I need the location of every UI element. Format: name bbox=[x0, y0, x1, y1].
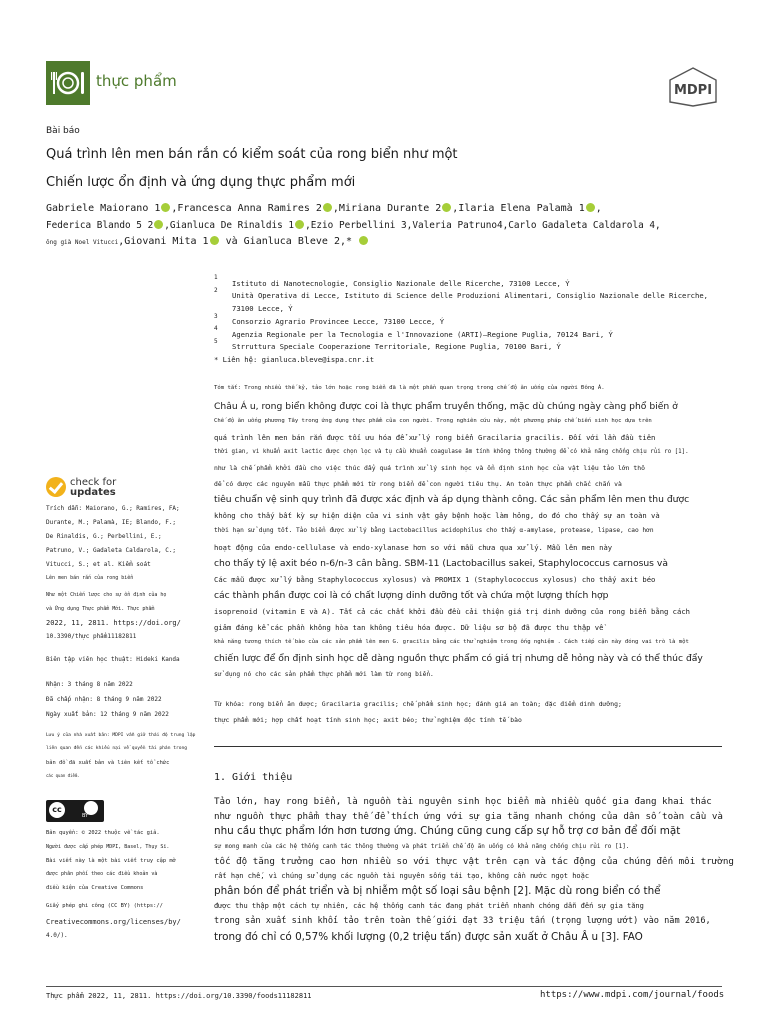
author[interactable]: ,Ezio Perbellini 3,Valeria Patruno bbox=[305, 220, 497, 231]
abstract-line: Châu Á u, rong biển không được coi là thực phẩm truyền thống, mặc dù chúng ngày càng phổ biến ở bbox=[214, 401, 678, 412]
abstract-line: Các mẫu được xử lý bằng Staphylococcus xylosus) và PROMIX 1 (Staphylococcus xylosus) cho thấy axit béo bbox=[214, 575, 656, 584]
abstract-line: chiến lược để ổn định sinh học dễ dàng nguồn thực phẩm có giá trị nhưng dễ hỏng này và có thể thúc đẩy bbox=[214, 653, 703, 664]
citation-line: Durante, M.; Palamà, IE; Blando, F.; bbox=[46, 519, 177, 526]
check-updates-label-bold: updates bbox=[70, 487, 116, 498]
citation-doi[interactable]: 2022, 11, 2811. https://doi.org/ bbox=[46, 619, 181, 627]
affiliation-number: 5 bbox=[214, 338, 218, 345]
footer-citation[interactable]: Thực phẩm 2022, 11, 2811. https://doi.org/10.3390/foods11182811 bbox=[46, 992, 312, 1000]
author[interactable]: Federica Blando 5 2 bbox=[46, 220, 154, 231]
abstract-line: thời gian, vi khuẩn axit lactic được chọn lọc và tụ cầu khuẩn coagulase âm tính không thông thường để có khả năng chống chịu rủi ro [1]. bbox=[214, 449, 689, 455]
accepted-date: Đã chấp nhận: 8 tháng 9 năm 2022 bbox=[46, 696, 162, 703]
body-line: tốc độ tăng trưởng cao hơn nhiều so với thực vật trên cạn và tác động của chúng đến môi trường bbox=[214, 856, 734, 867]
author-line-3 bbox=[46, 236, 369, 247]
publisher-name: MDPI bbox=[673, 83, 713, 98]
author[interactable]: ,Francesca Anna Ramires 2 bbox=[171, 203, 322, 214]
received-date: Nhận: 3 tháng 8 năm 2022 bbox=[46, 681, 133, 688]
copyright-line: Bản quyền: © 2022 thuộc về tác giả. bbox=[46, 830, 160, 836]
author[interactable]: Gabriele Maiorano 1 bbox=[46, 203, 161, 214]
copyright-line: điều kiện của Creative Commons bbox=[46, 885, 144, 891]
affiliation: Strruttura Speciale Cooperazione Territoriale, Regione Puglia, 70100 Bari, Ý bbox=[232, 342, 561, 351]
abstract-line: không cho thấy bất kỳ sự hiện diện của vi sinh vật gây bệnh hoặc làm hỏng, do đó cho thấy sự an toàn và bbox=[214, 511, 660, 520]
abstract-line: hoạt động của endo-cellulase và endo-xylanase hơn so với mẫu chưa qua xử lý. Mẫu lên men này bbox=[214, 543, 613, 552]
orcid-icon[interactable] bbox=[210, 236, 219, 245]
affiliation: Unità Operativa di Lecce, Istituto di Science delle Produzioni Alimentari, Consiglio Nazionale delle Ricerche, bbox=[232, 291, 708, 300]
abstract-line: như là chế phẩm khởi đầu cho việc thúc đẩy quá trình xử lý sinh học và ổn định sinh học của vật liệu tảo lớn thô bbox=[214, 464, 645, 472]
copyright-line: được phân phối theo các điều khoản và bbox=[46, 871, 158, 877]
orcid-icon[interactable] bbox=[586, 203, 595, 212]
correspondence[interactable]: * Liên hệ: gianluca.bleve@ispa.cnr.it bbox=[214, 355, 375, 364]
keywords-line: thực phẩm mới; hợp chất hoạt tính sinh học; axit béo; thử nghiệm độc tính tế bào bbox=[214, 716, 522, 724]
author-line-2 bbox=[46, 220, 661, 231]
journal-url-link[interactable]: https://www.mdpi.com/journal/foods bbox=[540, 990, 725, 1000]
check-for-updates-button[interactable] bbox=[46, 477, 156, 499]
copyright-line: Người được cấp phép MDPI, Basel, Thụy Sĩ. bbox=[46, 844, 170, 850]
keywords-line: Từ khóa: rong biển ăn được; Gracilaria gracilis; chế phẩm sinh học; đánh giá an toàn; đặc điểm dinh dưỡng; bbox=[214, 700, 622, 708]
publisher-note: bản đồ đã xuất bản và liên kết tổ chức bbox=[46, 760, 170, 766]
citation-doi[interactable]: 10.3390/thực phẩm11182811 bbox=[46, 633, 137, 640]
citation-line: Patruno, V.; Gadaleta Caldarola, C.; bbox=[46, 547, 177, 554]
plate-cutlery-icon bbox=[46, 61, 90, 105]
body-line: được thu thập một cách tự nhiên, các hệ thống canh tác đang phát triển nhanh chóng dẫn đến sự gia tăng bbox=[214, 902, 644, 910]
cc-by-license-badge[interactable] bbox=[46, 800, 104, 822]
affiliation-number: 4 bbox=[214, 325, 218, 332]
abstract-line: Tóm tắt: Trong nhiều thế kỷ, tảo lớn hoặc rong biển đã là một phần quan trọng trong chế độ ăn uống của người Đông Á. bbox=[214, 385, 605, 391]
author[interactable]: ,Miriana Durante 2 bbox=[332, 203, 442, 214]
academic-editor: Biên tập viên học thuật: Hideki Kanda bbox=[46, 656, 180, 663]
mdpi-logo bbox=[664, 66, 722, 108]
check-icon bbox=[46, 477, 66, 497]
affiliation: Consorzio Agrario Provincee Lecce, 73100 Lecce, Ý bbox=[232, 317, 445, 326]
abstract-line: tiêu chuẩn vệ sinh quy trình đã được xác định và áp dụng thành công. Các sản phẩm lên men thu được bbox=[214, 494, 690, 505]
journal-name: thực phẩm bbox=[96, 72, 177, 90]
abstract-line: cho thấy tỷ lệ axit béo n-6/n-3 cân bằng. SBM-11 (Lactobacillus sakei, Staphylococcus carnosus và bbox=[214, 558, 668, 569]
body-line: nhu cầu thực phẩm lớn hơn tương ứng. Chúng cũng cung cấp sự hỗ trợ cơ bản để đối mặt bbox=[214, 825, 681, 837]
abstract-line: khả năng tương thích tế bào của các sản phẩm lên men G. gracilis bằng các thử nghiệm trong ống nghiệm . Cách tiếp cận này đóng vai trò là một bbox=[214, 639, 689, 645]
body-line: như nguồn thực phẩm thay thế để thích ứng với sự gia tăng nhanh chóng của dân số toàn cầu và bbox=[214, 811, 723, 822]
abstract-line: thời hạn sử dụng tốt. Tảo biển được xử lý bằng Lactobacillus acidophilus cho thấy α-amylase, protease, lipase, cao hơn bbox=[214, 527, 654, 534]
author[interactable]: ,Giovani Mita 1 bbox=[118, 236, 209, 247]
orcid-icon[interactable] bbox=[359, 236, 368, 245]
author[interactable]: ,Gianluca De Rinaldis 1 bbox=[164, 220, 295, 231]
affiliation-number: 3 bbox=[214, 313, 218, 320]
cc-icon: cc bbox=[49, 802, 65, 818]
author-separator: , bbox=[595, 203, 602, 214]
body-line: trong sản xuất sinh khối tảo trên toàn thế giới đạt 33 triệu tấn (trọng lượng ướt) vào năm 2016, bbox=[214, 916, 711, 926]
citation-line: và Ứng dụng Thực phẩm Mới. Thực phẩm bbox=[46, 606, 155, 612]
abstract-line: quá trình lên men bán rắn được tối ưu hóa để xử lý rong biển Gracilaria gracilis. Đối với lần đầu tiên bbox=[214, 433, 656, 442]
abstract-line: giảm đáng kể các phần không hòa tan không tiêu hóa được. Dữ liệu sơ bộ đã được thu thập về bbox=[214, 623, 604, 632]
journal-logo bbox=[46, 61, 90, 105]
citation-line: De Rinaldis, G.; Perbellini, E.; bbox=[46, 533, 162, 540]
author[interactable]: ,Ilaria Elena Palamà 1 bbox=[452, 203, 585, 214]
license-link[interactable]: 4.0/). bbox=[46, 932, 68, 939]
section-heading: 1. Giới thiệu bbox=[214, 772, 293, 783]
author[interactable]: và Gianluca Bleve 2,* bbox=[225, 236, 353, 247]
article-type: Bài báo bbox=[46, 126, 80, 136]
orcid-icon[interactable] bbox=[161, 203, 170, 212]
abstract-line: các thành phần được coi là có chất lượng dinh dưỡng tốt và chứa một lượng thích hợp bbox=[214, 590, 609, 601]
published-date: Ngày xuất bản: 12 tháng 9 năm 2022 bbox=[46, 711, 169, 718]
affiliation: Istituto di Nanotecnologie, Consiglio Nazionale delle Ricerche, 73100 Lecce, Ý bbox=[232, 279, 570, 288]
author[interactable]: ông già Noel Vitucci bbox=[46, 239, 119, 246]
citation-line: Như một Chiến lược cho sự ổn định của họ bbox=[46, 592, 167, 598]
author-line-1 bbox=[46, 203, 602, 214]
body-line: trong đó chỉ có 0,57% khối lượng (0,2 triệu tấn) được sản xuất ở Châu Â u [3]. FAO bbox=[214, 931, 643, 943]
copyright-line: Giấy phép ghi công (CC BY) (https:// bbox=[46, 903, 163, 909]
article-title-line-1: Quá trình lên men bán rắn có kiểm soát của rong biển như một bbox=[46, 147, 458, 162]
body-line: sự mong manh của các hệ thống canh tác thông thường và phát triển chế độ ăn uống có khả năng chống chịu rủi ro [1]. bbox=[214, 843, 630, 850]
citation-line: Lên men bán rắn của rong biển bbox=[46, 575, 134, 581]
check-updates-label: check for bbox=[70, 477, 117, 488]
article-title-line-2: Chiến lược ổn định và ứng dụng thực phẩm mới bbox=[46, 175, 356, 190]
affiliation-number: 1 bbox=[214, 274, 218, 281]
abstract-line: isoprenoid (vitamin E và A). Tất cả các chất khởi đầu đều cải thiện giá trị dinh dưỡng của rong biển bằng cách bbox=[214, 607, 690, 616]
affiliation-number: 2 bbox=[214, 287, 218, 294]
affiliation: 73100 Lecce, Ý bbox=[232, 304, 293, 313]
orcid-icon[interactable] bbox=[442, 203, 451, 212]
abstract-line: Chế độ ăn uống phương Tây trong ứng dụng thực phẩm của con người. Trong nghiên cứu này, một phương pháp chế biến sinh học dựa trên bbox=[214, 418, 652, 424]
author[interactable]: 4,Carlo Gadaleta Caldarola 4, bbox=[496, 220, 661, 231]
publisher-note: Lưu ý của nhà xuất bản: MDPI vẫn giữ thái độ trung lập bbox=[46, 733, 196, 738]
body-line: Tảo lớn, hay rong biển, là nguồn tài nguyên sinh học biển mà nhiều quốc gia đang khai thác bbox=[214, 796, 712, 807]
copyright-line: Bài viết này là một bài viết truy cập mở bbox=[46, 858, 176, 864]
citation-line: Trích dẫn: Maiorano, G.; Ramires, FA; bbox=[46, 505, 180, 512]
citation-line: Vitucci, S.; et al. Kiểm soát bbox=[46, 561, 151, 568]
abstract-line: sử dụng nó cho các sản phẩm thực phẩm mới làm từ rong biển. bbox=[214, 671, 434, 678]
orcid-icon[interactable] bbox=[154, 220, 163, 229]
orcid-icon[interactable] bbox=[295, 220, 304, 229]
body-line: rất hạn chế, vì chúng sử dụng các nguồn tài nguyên sống tái tạo, không cần nước ngọt hoặc bbox=[214, 872, 590, 880]
body-line: phân bón để phát triển và bị nhiễm một số loại sâu bệnh [2]. Mặc dù rong biển có thể bbox=[214, 885, 661, 897]
license-link[interactable]: Creativecommons.org/licenses/by/ bbox=[46, 918, 181, 926]
affiliation: Agenzia Regionale per la Tecnologia e l'Innovazione (ARTI)—Regione Puglia, 70124 Bari, Ý bbox=[232, 330, 613, 339]
orcid-icon[interactable] bbox=[323, 203, 332, 212]
footer-divider bbox=[46, 986, 722, 987]
cc-by-label: BY bbox=[82, 813, 89, 819]
publisher-note: các quan điểm. bbox=[46, 773, 80, 778]
abstract-line: để có được các nguyên mẫu thực phẩm mới từ rong biển để con người tiêu thụ. An toàn thực phẩm chắc chắn và bbox=[214, 480, 622, 488]
section-divider bbox=[214, 746, 722, 747]
publisher-note: liên quan đến các khiếu nại về quyền tài phán trong bbox=[46, 746, 188, 751]
